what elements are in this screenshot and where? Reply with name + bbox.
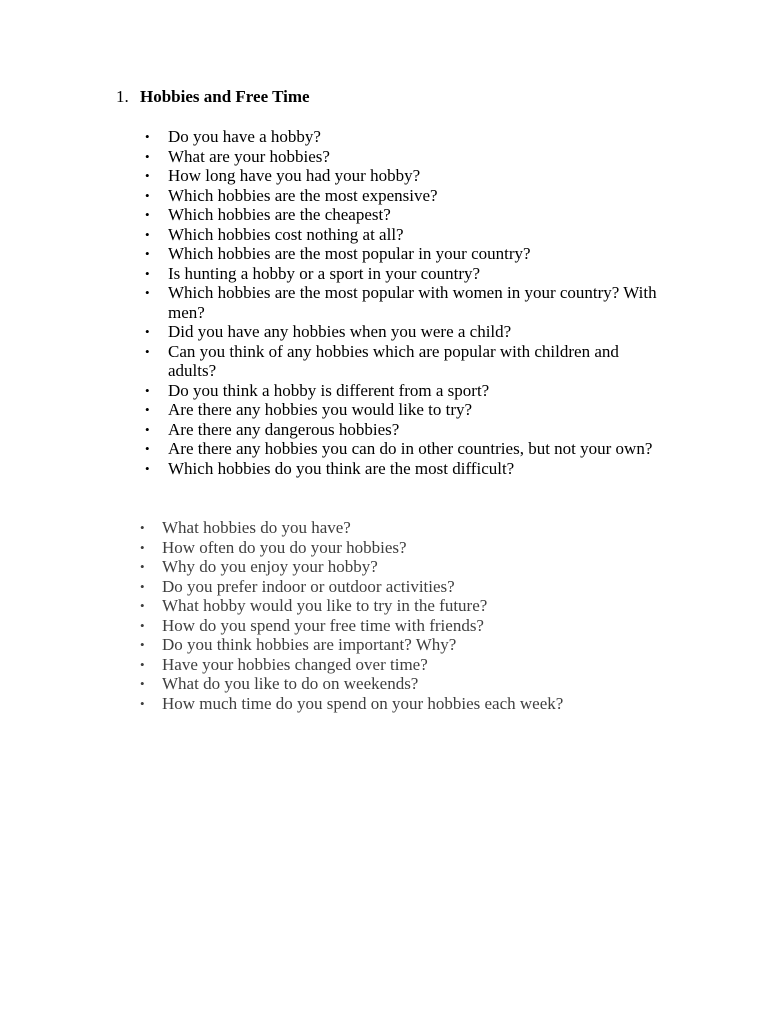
- question-text: Which hobbies are the most popular with women in your country? With men?: [168, 283, 657, 322]
- question-text: Which hobbies are the most popular in your country?: [168, 244, 531, 263]
- bullet-icon: •: [145, 460, 150, 476]
- question-text: What do you like to do on weekends?: [162, 674, 419, 693]
- bullet-icon: •: [145, 129, 150, 144]
- list-item: [145, 146, 658, 167]
- bullet-icon: •: [145, 441, 150, 456]
- bullet-icon: •: [140, 559, 145, 574]
- list-item: [145, 185, 658, 206]
- list-item: [140, 654, 682, 675]
- question-list-secondary: [140, 518, 682, 713]
- bullet-icon: •: [145, 226, 150, 242]
- question-text: Did you have any hobbies when you were a child?: [168, 322, 512, 341]
- bullet-icon: •: [140, 539, 145, 555]
- list-item: [145, 166, 658, 186]
- bullet-icon: •: [140, 656, 145, 672]
- question-text: Which hobbies do you think are the most difficult?: [168, 458, 515, 478]
- question-text: Do you prefer indoor or outdoor activities?: [162, 576, 455, 596]
- list-item: [140, 596, 682, 616]
- list-item: [145, 439, 658, 459]
- section-heading: [116, 87, 310, 107]
- bullet-icon: •: [140, 676, 145, 691]
- section-number: 1.: [116, 87, 129, 106]
- list-item: [140, 557, 682, 577]
- list-item: [145, 283, 658, 322]
- question-text: Which hobbies cost nothing at all?: [168, 224, 404, 244]
- question-text: How often do you do your hobbies?: [162, 537, 407, 557]
- bullet-icon: •: [145, 421, 150, 437]
- question-text: Which hobbies are the most expensive?: [168, 185, 438, 205]
- bullet-icon: •: [140, 598, 145, 613]
- question-text: How much time do you spend on your hobbies each week?: [162, 693, 564, 713]
- question-text: Can you think of any hobbies which are popular with children and adults?: [168, 341, 619, 380]
- list-item: [140, 518, 682, 538]
- list-item: [140, 693, 682, 714]
- bullet-icon: •: [145, 324, 150, 339]
- bullet-icon: •: [140, 520, 145, 535]
- list-item: [145, 400, 658, 420]
- bullet-icon: •: [145, 187, 150, 203]
- bullet-icon: •: [145, 246, 150, 261]
- list-item: [145, 205, 658, 225]
- question-text: Is hunting a hobby or a sport in your country?: [168, 263, 481, 283]
- list-item: [145, 380, 658, 401]
- list-item: [140, 537, 682, 558]
- question-text: What hobbies do you have?: [162, 518, 351, 537]
- list-item: [145, 263, 658, 284]
- bullet-icon: •: [140, 637, 145, 652]
- question-text: Have your hobbies changed over time?: [162, 654, 428, 674]
- list-item: [145, 224, 658, 245]
- bullet-icon: •: [140, 617, 145, 633]
- question-text: How long have you had your hobby?: [168, 166, 421, 185]
- list-item: [140, 635, 682, 655]
- bullet-icon: •: [145, 285, 150, 300]
- bullet-icon: •: [145, 148, 150, 164]
- list-item: [140, 674, 682, 694]
- bullet-icon: •: [145, 207, 150, 222]
- question-text: Why do you enjoy your hobby?: [162, 557, 378, 576]
- question-text: Are there any hobbies you would like to try?: [168, 400, 473, 419]
- list-item: [145, 419, 658, 440]
- list-item: [140, 615, 682, 636]
- list-item: [145, 127, 658, 147]
- bullet-icon: •: [145, 265, 150, 281]
- bullet-icon: •: [145, 382, 150, 398]
- bullet-icon: •: [145, 402, 150, 417]
- question-text: How do you spend your free time with friends?: [162, 615, 484, 635]
- question-text: Do you think a hobby is different from a sport?: [168, 380, 490, 400]
- bullet-icon: •: [140, 578, 145, 594]
- list-item: [145, 322, 658, 342]
- question-text: Which hobbies are the cheapest?: [168, 205, 391, 224]
- question-text: Are there any hobbies you can do in other countries, but not your own?: [168, 439, 653, 458]
- question-text: Do you think hobbies are important? Why?: [162, 635, 457, 654]
- question-list-primary: [145, 127, 658, 478]
- list-item: [145, 458, 658, 479]
- bullet-icon: •: [145, 343, 150, 359]
- question-text: What are your hobbies?: [168, 146, 330, 166]
- list-item: [145, 341, 658, 381]
- list-item: [145, 244, 658, 264]
- bullet-icon: •: [145, 168, 150, 183]
- question-text: Are there any dangerous hobbies?: [168, 419, 400, 439]
- section-title: Hobbies and Free Time: [140, 87, 310, 106]
- question-text: What hobby would you like to try in the future?: [162, 596, 488, 615]
- list-item: [140, 576, 682, 597]
- question-text: Do you have a hobby?: [168, 127, 321, 146]
- bullet-icon: •: [140, 695, 145, 711]
